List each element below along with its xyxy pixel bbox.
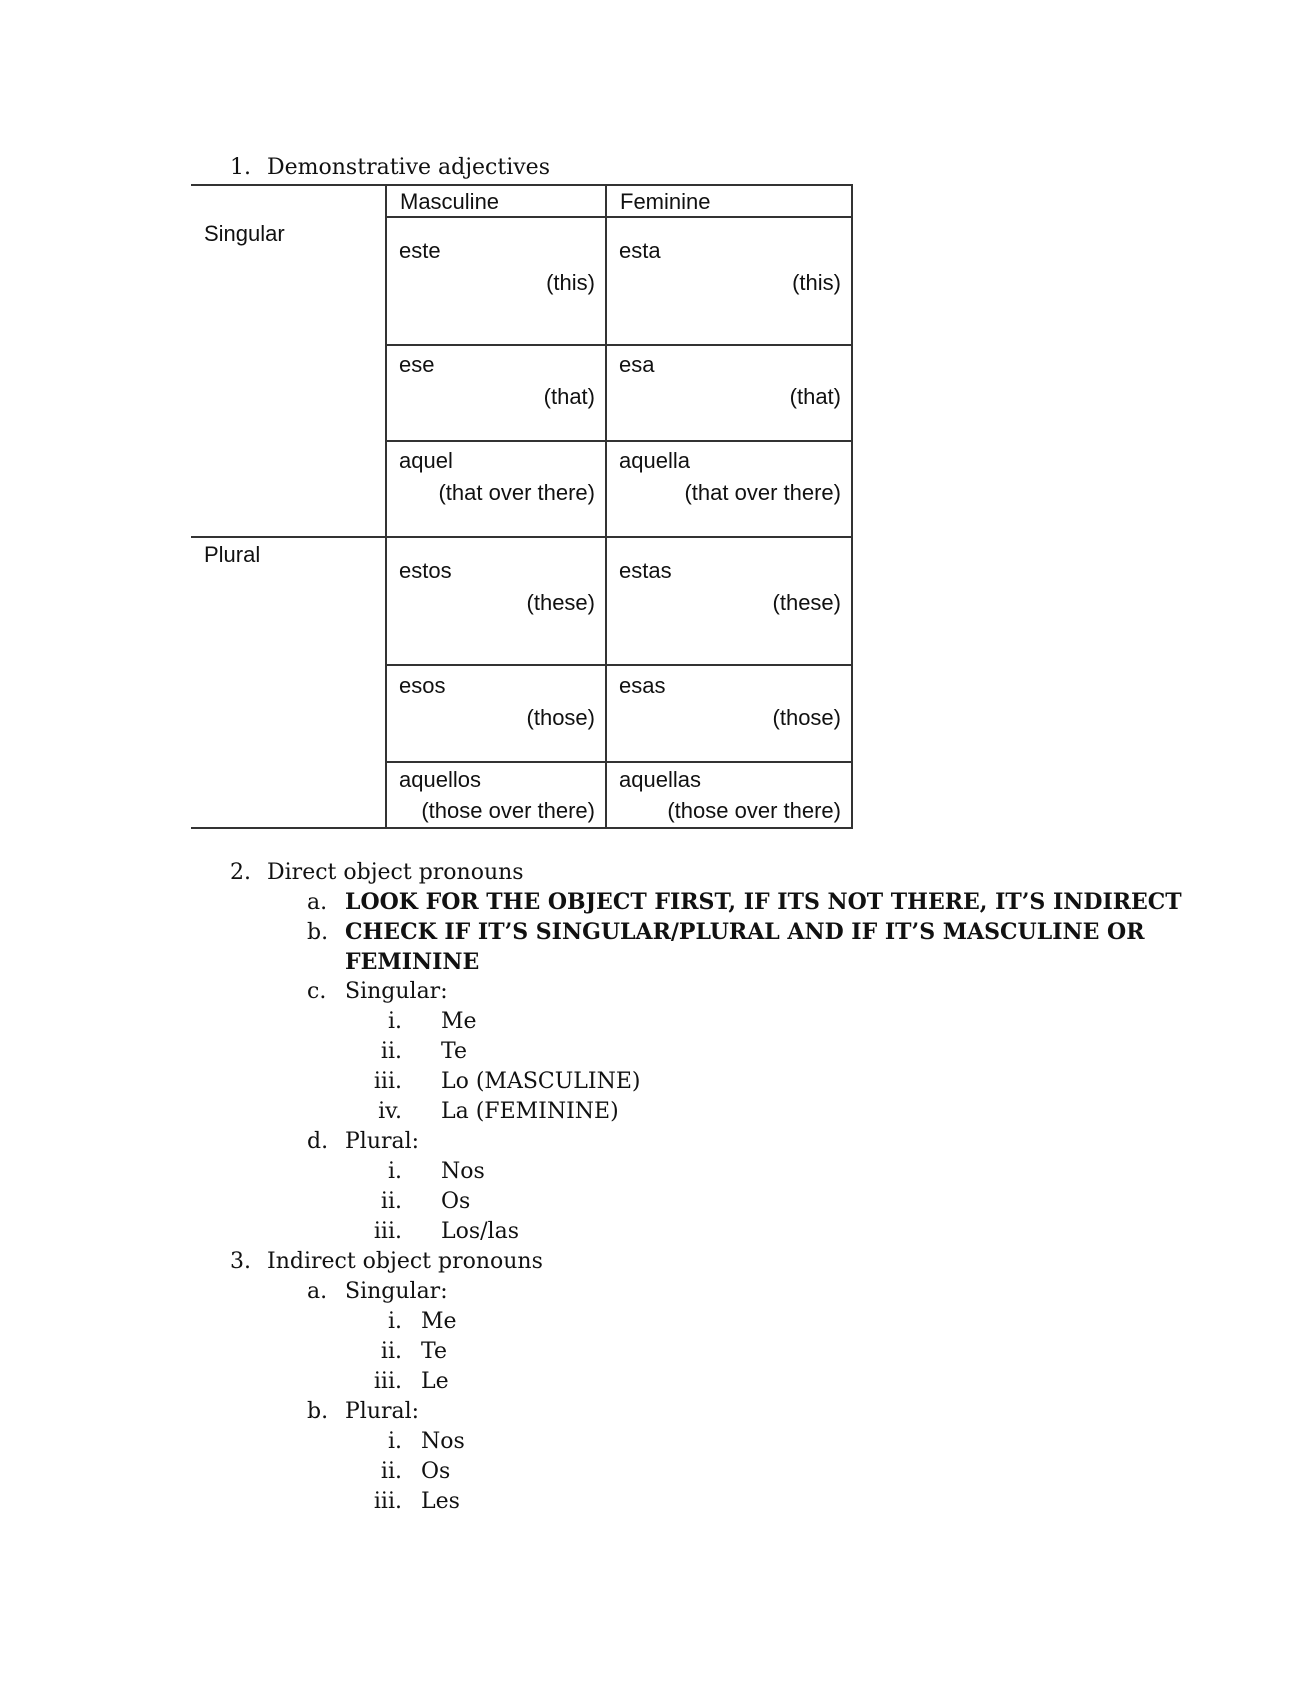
list-marker: d.: [307, 1129, 329, 1154]
list-item: Os: [441, 1189, 471, 1214]
list-item: La (FEMININE): [441, 1099, 619, 1124]
list-marker: ii.: [380, 1189, 402, 1214]
list-label: Singular:: [345, 979, 448, 1004]
column-header-feminine: Feminine: [620, 189, 711, 214]
word: estas: [619, 558, 672, 583]
table-cell: [387, 666, 605, 761]
table-cell: [387, 218, 605, 344]
list-item: Nos: [421, 1429, 465, 1454]
list-marker: ii.: [380, 1339, 402, 1364]
word: esa: [619, 352, 655, 377]
list-item: Les: [421, 1489, 460, 1514]
meaning: (those over there): [421, 798, 595, 823]
list-marker: ii.: [380, 1459, 402, 1484]
table-cell: [607, 442, 851, 536]
list-marker: iii.: [373, 1069, 402, 1094]
list-item: Lo (MASCULINE): [441, 1069, 641, 1094]
table-cell: [607, 538, 851, 664]
table-cell: [387, 763, 605, 827]
word: esta: [619, 238, 661, 263]
section2-title: Direct object pronouns: [267, 860, 524, 885]
table-cell: [607, 218, 851, 344]
word: estos: [399, 558, 452, 583]
table-cell: [387, 346, 605, 440]
list-item: Le: [421, 1369, 449, 1394]
list-item: Te: [421, 1339, 447, 1364]
word: aquellas: [619, 767, 701, 792]
list-item: Te: [441, 1039, 467, 1064]
section1-number: 1.: [230, 155, 251, 180]
column-header-masculine: Masculine: [400, 189, 500, 214]
list-marker: i.: [388, 1009, 403, 1034]
list-marker: iii.: [373, 1489, 402, 1514]
list-item: LOOK FOR THE OBJECT FIRST, IF ITS NOT THERE, IT’S INDIRECT: [345, 889, 1182, 915]
word: aquel: [399, 448, 453, 473]
list-item: CHECK IF IT’S SINGULAR/PLURAL AND IF IT’S MASCULINE OR: [345, 919, 1145, 945]
list-marker: a.: [307, 1279, 328, 1304]
list-item: FEMININE: [345, 949, 480, 975]
word: ese: [399, 352, 435, 377]
word: este: [399, 238, 441, 263]
list-item: Me: [441, 1009, 477, 1034]
list-item: Nos: [441, 1159, 485, 1184]
list-marker: iii.: [373, 1219, 402, 1244]
meaning: (that): [543, 384, 595, 409]
word: aquella: [619, 448, 690, 473]
meaning: (these): [526, 590, 595, 615]
word: esas: [619, 673, 666, 698]
group-label-plural: Plural: [204, 542, 261, 567]
list-marker: i.: [387, 1429, 402, 1454]
meaning: (these): [772, 590, 841, 615]
list-marker: iv.: [378, 1099, 402, 1124]
word: aquellos: [399, 767, 481, 792]
meaning: (that over there): [438, 480, 595, 505]
section2-number: 2.: [230, 860, 251, 885]
table-cell: [387, 442, 605, 536]
meaning: (those over there): [667, 798, 841, 823]
meaning: (this): [792, 270, 841, 295]
list-marker: b.: [307, 1399, 329, 1424]
list-marker: b.: [307, 920, 329, 945]
list-marker: a.: [307, 890, 328, 915]
group-label-singular: Singular: [204, 221, 285, 246]
list-marker: i.: [387, 1309, 402, 1334]
list-item: Los/las: [441, 1219, 519, 1244]
list-item: Me: [421, 1309, 457, 1334]
meaning: (those): [526, 705, 595, 730]
list-label: Plural:: [345, 1399, 420, 1424]
table-cell: [607, 346, 851, 440]
section3-title: Indirect object pronouns: [267, 1249, 543, 1274]
list-item: Os: [421, 1459, 451, 1484]
meaning: (this): [546, 270, 595, 295]
list-marker: iii.: [373, 1369, 402, 1394]
demonstrative-table: [191, 184, 853, 829]
list-marker: c.: [307, 979, 327, 1004]
table-cell: [607, 666, 851, 761]
meaning: (those): [772, 705, 841, 730]
list-label: Singular:: [345, 1279, 448, 1304]
meaning: (that): [789, 384, 841, 409]
word: esos: [399, 673, 446, 698]
meaning: (that over there): [684, 480, 841, 505]
table-cell: [607, 763, 851, 827]
section3-number: 3.: [230, 1249, 251, 1274]
list-label: Plural:: [345, 1129, 420, 1154]
section1-title: Demonstrative adjectives: [267, 155, 550, 180]
list-marker: i.: [388, 1159, 403, 1184]
list-marker: ii.: [380, 1039, 402, 1064]
table-cell: [387, 538, 605, 664]
